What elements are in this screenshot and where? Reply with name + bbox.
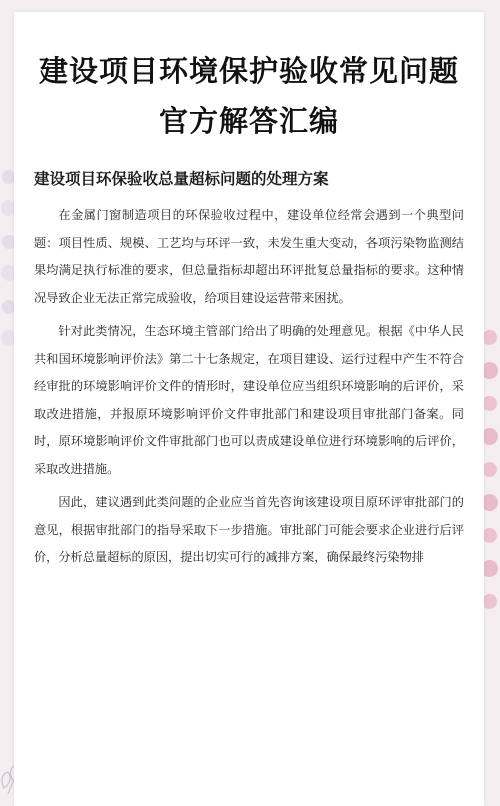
decor-dot [482, 528, 497, 543]
decor-dot [482, 396, 497, 411]
decor-dot [482, 330, 497, 345]
document-page [14, 12, 484, 806]
body-paragraph: 在金属门窗制造项目的环保验收过程中，建设单位经常会遇到一个典型问题：项目性质、规模、工艺均与环评一致，未发生重大变动，各项污染物监测结果均满足执行标准的要求，但总量指标却超出环评批复总量指标的要求。这种情况导致企业无法正常完成验收，给项目建设运营带来困扰。 [34, 208, 464, 305]
decor-dot [482, 594, 497, 609]
body-paragraph: 针对此类情况，生态环境主管部门给出了明确的处理意见。根据《中华人民共和国环境影响评价法》第二十七条规定，在项目建设、运行过程中产生不符合经审批的环境影响评价文件的情形时，建设单位应当组织环境影响的后评价，采取改进措施，并报原环境影响评价文件审批部门和建设项目审批部门备案。同时，原环境影响评价文件审批部门也可以责成建设单位进行环境影响的后评价，采取改进措施。 [34, 324, 464, 476]
document-title: 建设项目环境保护验收常见问题官方解答汇编 [38, 54, 459, 138]
decor-dot [482, 462, 497, 477]
body-paragraph: 因此，建议遇到此类问题的企业应当首先咨询该建设项目原环评审批部门的意见，根据审批部门的指导采取下一步措施。审批部门可能会要求企业进行后评价，分析总量超标的原因，提出切实可行的减排方案，确保最终污染物排 [34, 495, 464, 564]
section-heading: 建设项目环保验收总量超标问题的处理方案 [34, 170, 329, 188]
